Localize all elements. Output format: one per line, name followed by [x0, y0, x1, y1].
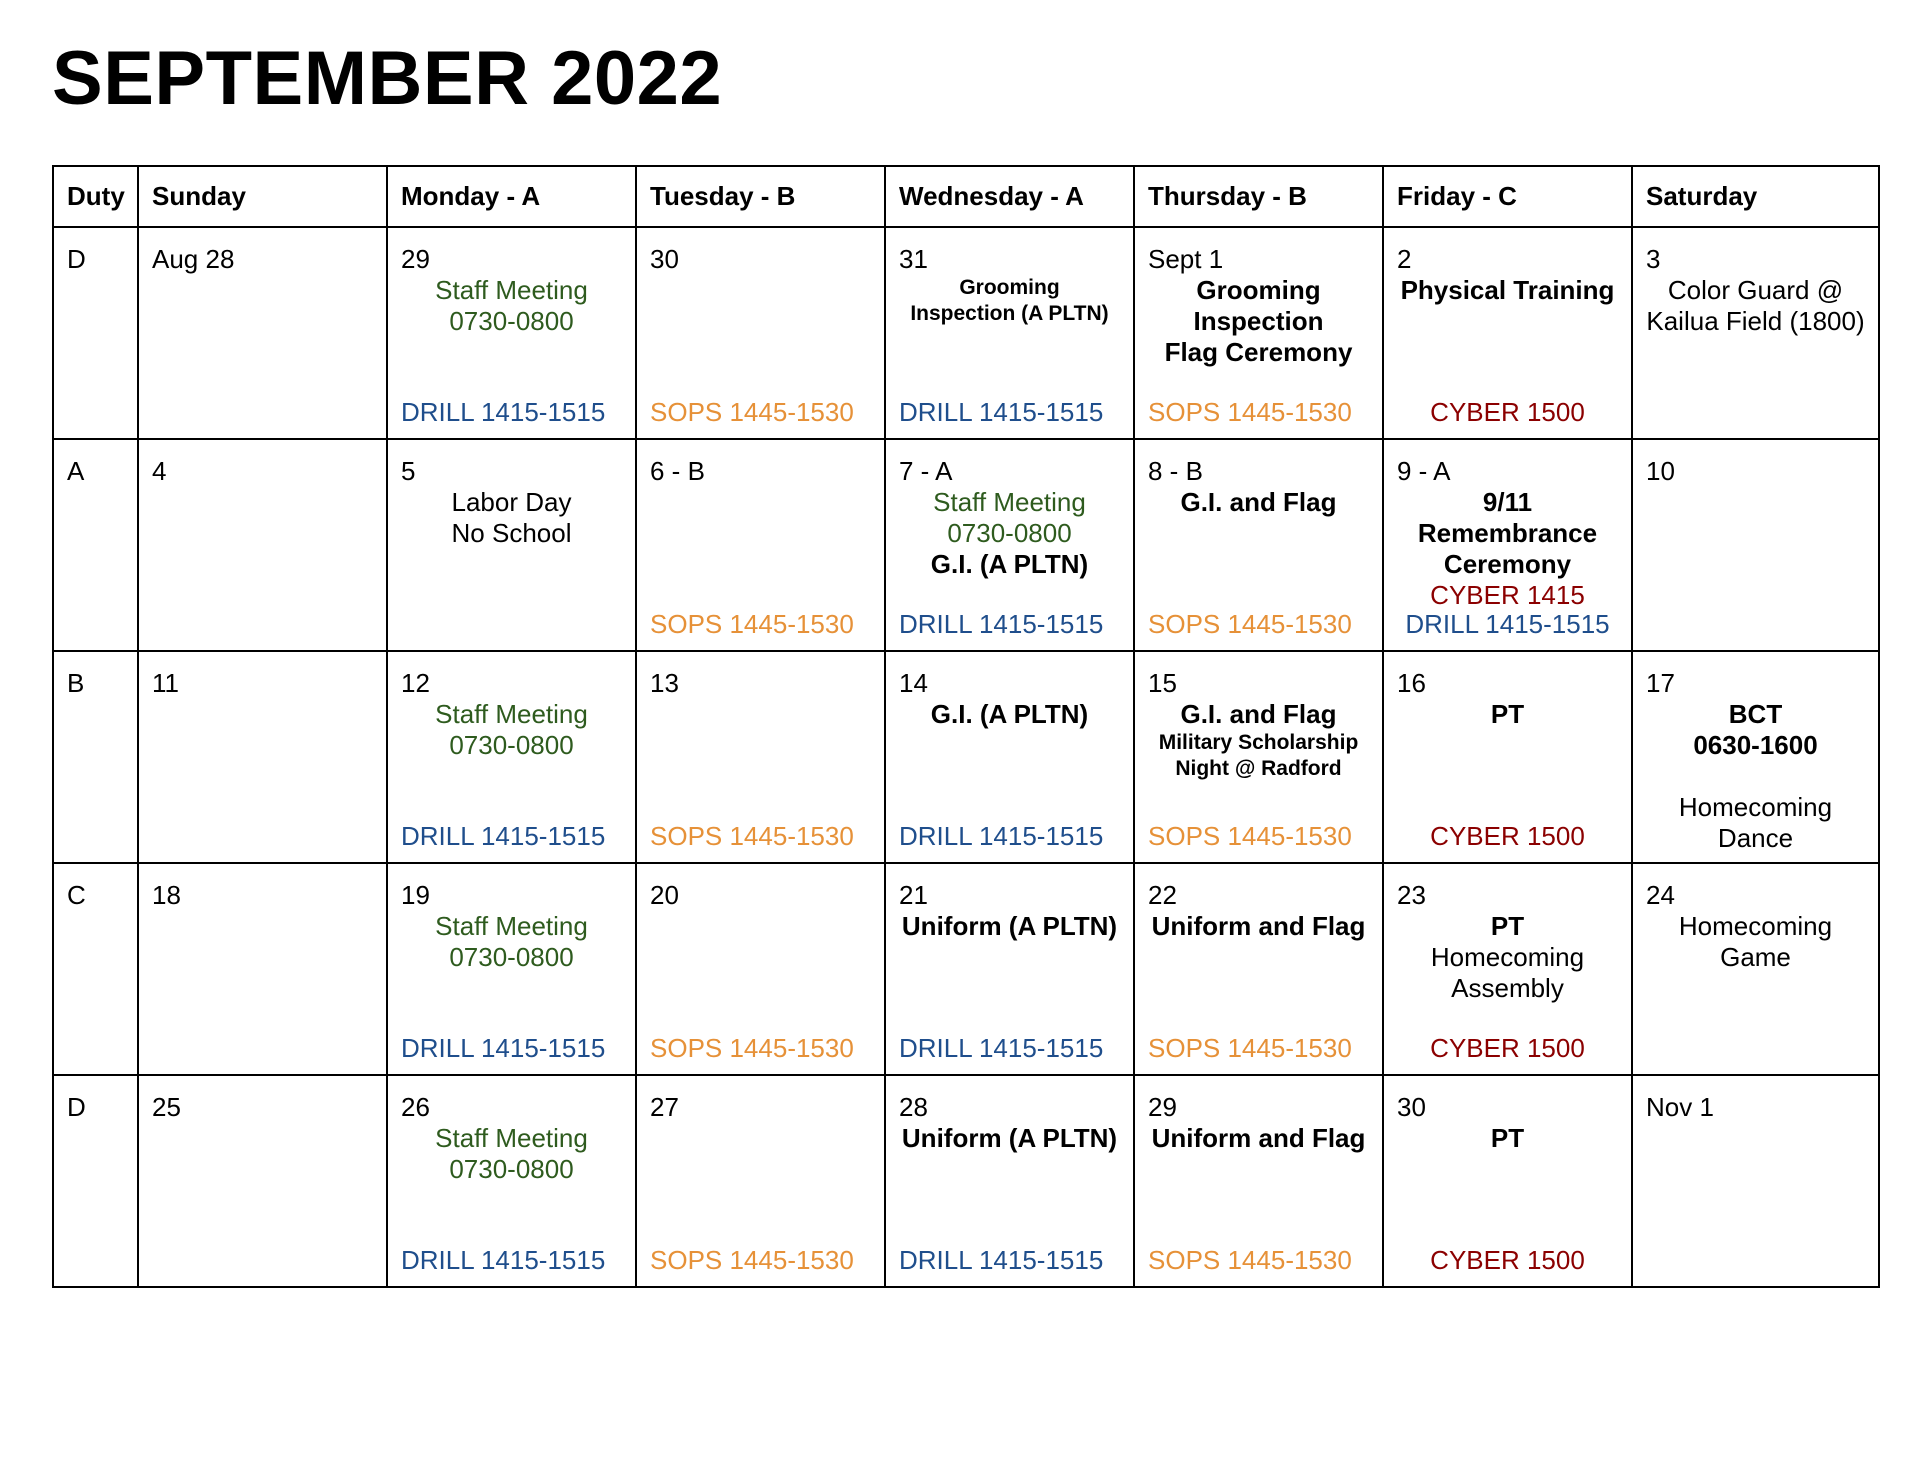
event-line: Ceremony [1443, 549, 1572, 579]
event-line: Staff Meeting [933, 487, 1086, 517]
event-line: Grooming [959, 276, 1060, 299]
event-line: Night @ Radford [1175, 757, 1342, 780]
day-cell [885, 651, 1134, 863]
day-number: 12 [401, 668, 430, 698]
day-cell [885, 439, 1134, 651]
event-list [1139, 275, 1378, 368]
day-number: 25 [152, 1092, 181, 1122]
event-line: G.I. and Flag [1180, 487, 1337, 517]
day-number: 14 [899, 668, 928, 698]
duty-letter: D [67, 244, 86, 274]
day-cell [1632, 1075, 1879, 1287]
day-cell [138, 651, 387, 863]
recurring-event: DRILL 1415-1515 [899, 609, 1104, 639]
header-tuesday: Tuesday - B [636, 166, 885, 227]
day-number: 2 [1397, 244, 1412, 274]
recurring-event: CYBER 1500 [1430, 397, 1585, 427]
event-line: Kailua Field (1800) [1646, 306, 1865, 336]
duty-letter: A [67, 456, 85, 486]
recurring-event: DRILL 1415-1515 [899, 821, 1104, 851]
event-line: G.I. (A PLTN) [930, 549, 1089, 579]
day-number: 28 [899, 1092, 928, 1122]
week-row [53, 863, 1879, 1075]
day-cell [387, 863, 636, 1075]
day-number: 24 [1646, 880, 1675, 910]
day-number: 26 [401, 1092, 430, 1122]
recurring-event: CYBER 1500 [1430, 1033, 1585, 1063]
week-row [53, 439, 1879, 651]
duty-cell [53, 439, 138, 651]
recurring-event: SOPS 1445-1530 [650, 1245, 854, 1275]
event-list [1637, 911, 1874, 973]
event-list [392, 699, 631, 761]
event-line: Inspection [1193, 306, 1324, 336]
event-line: 0630-1600 [1693, 730, 1818, 760]
duty-letter: B [67, 668, 85, 698]
event-line: 9/11 [1482, 487, 1533, 517]
day-number: 13 [650, 668, 679, 698]
event-list [1637, 699, 1874, 854]
event-line: Labor Day [451, 487, 572, 517]
event-line: Uniform (A PLTN) [901, 911, 1118, 941]
recurring-event: SOPS 1445-1530 [1148, 1033, 1352, 1063]
event-line: Dance [1717, 823, 1794, 853]
recurring-event: DRILL 1415-1515 [401, 397, 606, 427]
event-list [1139, 699, 1378, 782]
header-monday: Monday - A [387, 166, 636, 227]
day-cell [1632, 439, 1879, 651]
recurring-event: DRILL 1415-1515 [1405, 609, 1610, 639]
event-line: Staff Meeting [435, 275, 588, 305]
day-number: 21 [899, 880, 928, 910]
event-line: Staff Meeting [435, 699, 588, 729]
recurring-event: SOPS 1445-1530 [1148, 821, 1352, 851]
event-line: Inspection (A PLTN) [910, 302, 1109, 325]
event-list [890, 911, 1129, 942]
day-cell [1383, 227, 1632, 439]
day-cell [1134, 439, 1383, 651]
recurring-event: SOPS 1445-1530 [650, 1033, 854, 1063]
day-cell [1632, 651, 1879, 863]
event-line [1637, 761, 1874, 792]
day-number: 15 [1148, 668, 1177, 698]
day-number: 31 [899, 244, 928, 274]
day-cell [885, 863, 1134, 1075]
event-line: Homecoming [1678, 792, 1833, 822]
event-line: PT [1490, 1123, 1525, 1153]
event-line: PT [1490, 699, 1525, 729]
day-number: 23 [1397, 880, 1426, 910]
event-line: 0730-0800 [947, 518, 1072, 548]
day-number: 3 [1646, 244, 1661, 274]
event-list [1388, 911, 1627, 1004]
event-list [392, 487, 631, 549]
event-line: Physical Training [1400, 275, 1615, 305]
event-list [890, 275, 1129, 327]
day-cell [387, 1075, 636, 1287]
event-line: 0730-0800 [449, 306, 574, 336]
day-cell [636, 439, 885, 651]
day-cell [1632, 227, 1879, 439]
day-cell [138, 227, 387, 439]
week-row [53, 651, 1879, 863]
day-number: 7 - A [899, 456, 953, 486]
event-line: G.I. (A PLTN) [930, 699, 1089, 729]
event-list [1139, 911, 1378, 942]
day-number: 18 [152, 880, 181, 910]
event-line: Uniform and Flag [1151, 911, 1366, 941]
event-line: CYBER 1415 [1430, 580, 1585, 610]
day-cell [387, 439, 636, 651]
day-cell [138, 863, 387, 1075]
day-number: Nov 1 [1646, 1092, 1714, 1122]
event-line: Color Guard @ [1667, 275, 1844, 305]
day-cell [636, 863, 885, 1075]
recurring-event: SOPS 1445-1530 [1148, 609, 1352, 639]
day-cell [138, 1075, 387, 1287]
day-cell [1134, 227, 1383, 439]
event-line: Staff Meeting [435, 911, 588, 941]
day-cell [387, 227, 636, 439]
day-cell [885, 1075, 1134, 1287]
day-number: 30 [650, 244, 679, 274]
day-number: 10 [1646, 456, 1675, 486]
day-cell [387, 651, 636, 863]
duty-cell [53, 1075, 138, 1287]
recurring-event: CYBER 1500 [1430, 821, 1585, 851]
day-number: 16 [1397, 668, 1426, 698]
recurring-event: DRILL 1415-1515 [401, 1033, 606, 1063]
event-list [890, 699, 1129, 730]
event-line: Homecoming [1678, 911, 1833, 941]
event-list [1388, 275, 1627, 306]
recurring-event: SOPS 1445-1530 [650, 397, 854, 427]
day-number: 11 [152, 668, 179, 698]
event-list [1139, 487, 1378, 518]
event-line: 0730-0800 [449, 730, 574, 760]
day-cell [1383, 439, 1632, 651]
calendar-table [52, 165, 1880, 1288]
event-list [392, 1123, 631, 1185]
day-cell [885, 227, 1134, 439]
header-friday: Friday - C [1383, 166, 1632, 227]
day-number: 9 - A [1397, 456, 1451, 486]
day-number: 5 [401, 456, 416, 486]
event-line: Remembrance [1417, 518, 1598, 548]
day-number: 8 - B [1148, 456, 1203, 486]
event-line: Uniform (A PLTN) [901, 1123, 1118, 1153]
recurring-event: DRILL 1415-1515 [401, 1245, 606, 1275]
day-number: 6 - B [650, 456, 705, 486]
day-number: 29 [401, 244, 430, 274]
event-line: BCT [1728, 699, 1783, 729]
page-title: SEPTEMBER 2022 [52, 36, 723, 121]
event-line: Assembly [1451, 973, 1564, 1003]
day-cell [636, 651, 885, 863]
day-cell [636, 1075, 885, 1287]
recurring-event: DRILL 1415-1515 [899, 1033, 1104, 1063]
header-sunday: Sunday [138, 166, 387, 227]
day-cell [1383, 1075, 1632, 1287]
day-cell [1383, 863, 1632, 1075]
recurring-event: SOPS 1445-1530 [1148, 1245, 1352, 1275]
event-line: 0730-0800 [449, 1154, 574, 1184]
day-cell [1383, 651, 1632, 863]
duty-letter: C [67, 880, 86, 910]
recurring-event: SOPS 1445-1530 [1148, 397, 1352, 427]
header-thursday: Thursday - B [1134, 166, 1383, 227]
event-line: Flag Ceremony [1164, 337, 1353, 367]
day-number: 19 [401, 880, 430, 910]
day-cell [1134, 651, 1383, 863]
event-line: No School [451, 518, 572, 548]
event-line: Military Scholarship [1158, 731, 1359, 754]
header-row [53, 166, 1879, 227]
day-number: 27 [650, 1092, 679, 1122]
day-number: Sept 1 [1148, 244, 1224, 274]
recurring-event: CYBER 1500 [1430, 1245, 1585, 1275]
event-list [1388, 487, 1627, 611]
event-list [1388, 1123, 1627, 1154]
event-list [890, 1123, 1129, 1154]
day-number: Aug 28 [152, 244, 235, 274]
event-line: Game [1720, 942, 1791, 972]
event-list [392, 911, 631, 973]
recurring-event: DRILL 1415-1515 [401, 821, 606, 851]
duty-cell [53, 651, 138, 863]
duty-cell [53, 863, 138, 1075]
day-number: 29 [1148, 1092, 1177, 1122]
event-list [890, 487, 1129, 580]
recurring-event: SOPS 1445-1530 [650, 821, 854, 851]
event-line: G.I. and Flag [1180, 699, 1337, 729]
day-cell [1134, 863, 1383, 1075]
day-cell [636, 227, 885, 439]
day-number: 30 [1397, 1092, 1426, 1122]
day-number: 4 [152, 456, 167, 486]
day-cell [1134, 1075, 1383, 1287]
event-line: Grooming [1196, 275, 1321, 305]
event-list [392, 275, 631, 337]
event-list [1139, 1123, 1378, 1154]
header-wednesday: Wednesday - A [885, 166, 1134, 227]
day-number: 17 [1646, 668, 1675, 698]
event-list [1388, 699, 1627, 730]
event-line: 0730-0800 [449, 942, 574, 972]
header-duty: Duty [53, 166, 138, 227]
recurring-event: DRILL 1415-1515 [899, 397, 1104, 427]
event-line: PT [1490, 911, 1525, 941]
event-list [1637, 275, 1874, 337]
day-cell [1632, 863, 1879, 1075]
duty-cell [53, 227, 138, 439]
day-cell [138, 439, 387, 651]
week-row [53, 1075, 1879, 1287]
day-number: 20 [650, 880, 679, 910]
event-line: Homecoming [1430, 942, 1585, 972]
day-number: 22 [1148, 880, 1177, 910]
recurring-event: SOPS 1445-1530 [650, 609, 854, 639]
header-saturday: Saturday [1632, 166, 1879, 227]
event-line: Staff Meeting [435, 1123, 588, 1153]
recurring-event: DRILL 1415-1515 [899, 1245, 1104, 1275]
duty-letter: D [67, 1092, 86, 1122]
event-line: Uniform and Flag [1151, 1123, 1366, 1153]
week-row [53, 227, 1879, 439]
